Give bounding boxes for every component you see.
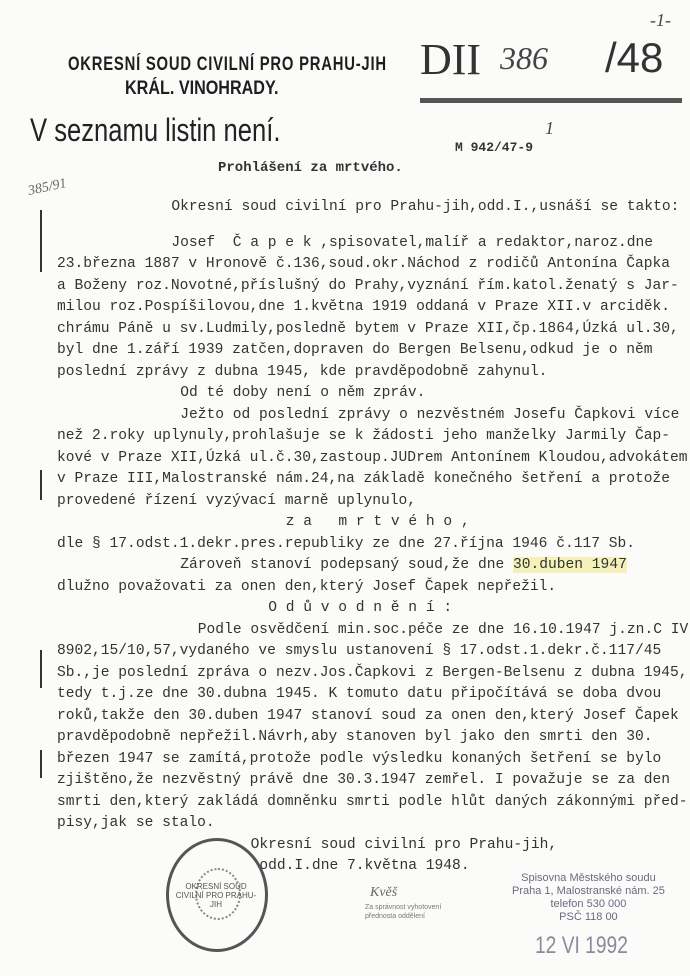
file-prefix: DII bbox=[420, 35, 482, 84]
text-line-content: tedy t.j.ze dne 30.dubna 1945. K tomuto datu připočítává se doba dvou bbox=[57, 686, 662, 702]
text-line-content: O d ů v o d n ě n í : bbox=[268, 600, 453, 616]
margin-bar bbox=[40, 210, 42, 232]
text-line bbox=[57, 577, 687, 599]
text-line-content: zjištěno,že nezvěstný právě dne 30.3.1947 zemřel. I považuje se za den bbox=[57, 772, 671, 788]
text-line bbox=[57, 749, 687, 771]
text-line bbox=[57, 405, 687, 427]
signature: Kvěš bbox=[370, 885, 398, 900]
text-line-content: než 2.roky uplynuly,prohlašuje se k žádosti jeho manželky Jarmily Čap- bbox=[57, 428, 671, 444]
text-line-content: smrti den,který zakládá domněnku smrti podle hlůt daných zákonnými před- bbox=[57, 793, 688, 810]
text-line bbox=[57, 426, 687, 448]
text-line bbox=[57, 276, 687, 298]
text-line-content: Sb.,je poslední zpráva o nezv.Jos.Čapkovi z Bergen-Belsenu z dubna 1945, bbox=[57, 664, 688, 681]
text-line-content: Okresní soud civilní pro Prahu-jih,odd.I.,usnáší se takto: bbox=[171, 199, 680, 215]
text-line-content: kové v Praze XII,Úzká ul.č.30,zastoup.JUDrem Antonínem Kloudou,advokátem bbox=[57, 449, 688, 466]
handwritten-mark: 1 bbox=[545, 118, 554, 138]
text-line-content: pisy,jak se stalo. bbox=[57, 815, 215, 831]
text-line-content: Okresní soud civilní pro Prahu-jih, bbox=[250, 836, 558, 853]
text-line-content: poslední zprávy z dubna 1945, kde pravděpodobně zahynul. bbox=[57, 363, 548, 380]
text-line bbox=[57, 254, 687, 276]
text-line bbox=[57, 448, 687, 470]
text-line bbox=[57, 233, 687, 255]
text-line bbox=[57, 297, 687, 319]
archive-date: 12 VI 1992 bbox=[535, 932, 628, 959]
signature-caption-line: přednosta oddělení bbox=[365, 913, 425, 920]
text-line-content: milou roz.Pospíšilovou,dne 1.května 1919 oddaná v Praze XII.v arciděk. bbox=[57, 299, 671, 315]
text-line-content: chrámu Páně u sv.Ludmily,posledně bytem v Praze XII,čp.1864,Úzká ul.30, bbox=[57, 320, 679, 337]
text-line bbox=[57, 555, 687, 577]
text-line-content: Od té doby není o něm zpráv. bbox=[180, 385, 426, 401]
text-line bbox=[57, 727, 687, 749]
text-line bbox=[57, 340, 687, 362]
document-body bbox=[57, 197, 687, 878]
margin-bar bbox=[40, 750, 42, 778]
file-number-underline bbox=[420, 98, 682, 103]
text-line bbox=[57, 663, 687, 685]
text-line bbox=[57, 835, 687, 857]
text-line bbox=[57, 598, 687, 620]
signature-caption bbox=[365, 903, 441, 921]
margin-bar bbox=[40, 232, 42, 272]
signature-caption-line: Za správnost vyhotovení bbox=[365, 904, 442, 911]
text-line bbox=[57, 491, 687, 513]
margin-note: 385/91 bbox=[26, 176, 68, 199]
file-number: 386 bbox=[500, 40, 548, 76]
archive-stamp bbox=[512, 872, 665, 924]
text-line-content: 8902,15/10,57,vydaného ve smyslu ustanovení § 17.odst.1.dekr.č.117/45 bbox=[57, 643, 662, 659]
text-line-content: a Boženy roz.Novotné,příslušný do Prahy,vyznání řím.katol.ženatý s Jar- bbox=[57, 277, 679, 294]
text-line bbox=[57, 813, 687, 835]
text-line-content: březen 1947 se zamítá,protože podle výsledku konaných šetření se bylo bbox=[57, 750, 662, 767]
archive-line: Spisovna Městského soudu bbox=[521, 872, 656, 884]
text-line-content: provedené řízení vyzývací marně uplynulo, bbox=[57, 492, 417, 509]
file-year: /48 bbox=[605, 34, 664, 81]
reference-number: M 942/47-9 bbox=[455, 140, 534, 155]
text-line bbox=[57, 684, 687, 706]
text-line-content: Josef Č a p e k ,spisovatel,malíř a redaktor,naroz.dne bbox=[171, 234, 654, 251]
text-line bbox=[57, 620, 687, 642]
document-title: Prohlášení za mrtvého. bbox=[218, 160, 403, 176]
text-line-content: pravděpodobně nepřežil.Návrh,aby stanoven byl jako den smrti den 30. bbox=[57, 729, 653, 745]
highlighted-date: 30.duben 1947 bbox=[512, 557, 627, 573]
text-line bbox=[57, 469, 687, 491]
text-line bbox=[57, 534, 687, 556]
text-line-content: Ježto od poslední zprávy o nezvěstném Josefu Čapkovi více bbox=[180, 406, 680, 423]
text-line bbox=[57, 792, 687, 814]
archive-line: Praha 1, Malostranské nám. 25 bbox=[512, 885, 665, 897]
text-line bbox=[57, 383, 687, 405]
text-line-content: Podle osvědčení min.soc.péče ze dne 16.10.1947 j.zn.C IV bbox=[197, 621, 689, 638]
page-number: -1- bbox=[650, 10, 671, 30]
margin-bar bbox=[40, 650, 42, 688]
text-line bbox=[57, 319, 687, 341]
text-line-content: odd.I.dne 7.května 1948. bbox=[259, 858, 470, 874]
text-line bbox=[57, 512, 687, 534]
text-line-content: Zároveň stanoví podepsaný soud,že dne bbox=[180, 557, 513, 573]
court-location-heading: KRÁL. VINOHRADY. bbox=[125, 78, 279, 99]
text-line-content: 23.března 1887 v Hronově č.136,soud.okr.Náchod z rodičů Antonína Čapka bbox=[57, 256, 671, 272]
margin-bar bbox=[40, 470, 42, 500]
court-name-heading: OKRESNÍ SOUD CIVILNÍ PRO PRAHU-JIH bbox=[68, 54, 387, 75]
text-line bbox=[57, 197, 687, 219]
archive-line: PSČ 118 00 bbox=[559, 911, 618, 923]
paragraph-gap bbox=[57, 219, 687, 233]
not-listed-stamp: V seznamu listin není. bbox=[30, 112, 281, 148]
text-line bbox=[57, 770, 687, 792]
text-line bbox=[57, 706, 687, 728]
text-line-content: byl dne 1.září 1939 zatčen,dopraven do Bergen Belsenu,odkud je o něm bbox=[57, 342, 653, 358]
archive-line: telefon 530 000 bbox=[550, 898, 627, 910]
text-line bbox=[57, 362, 687, 384]
text-line bbox=[57, 641, 687, 663]
text-line-content: roků,takže den 30.duben 1947 stanoví soud za onen den,který Josef Čapek bbox=[57, 707, 679, 724]
text-line-content: z a m r t v é h o , bbox=[285, 514, 470, 530]
text-line-content: dle § 17.odst.1.dekr.pres.republiky ze dne 27.října 1946 č.117 Sb. bbox=[57, 535, 636, 552]
text-line-content: dlužno považovati za onen den,který Josef Čapek nepřežil. bbox=[57, 578, 557, 595]
text-line-content: v Praze III,Malostranské nám.24,na základě konečného šetření a protože bbox=[57, 471, 671, 487]
seal-text: OKRESNÍ SOUD CIVILNÍ PRO PRAHU-JIH bbox=[175, 882, 257, 909]
